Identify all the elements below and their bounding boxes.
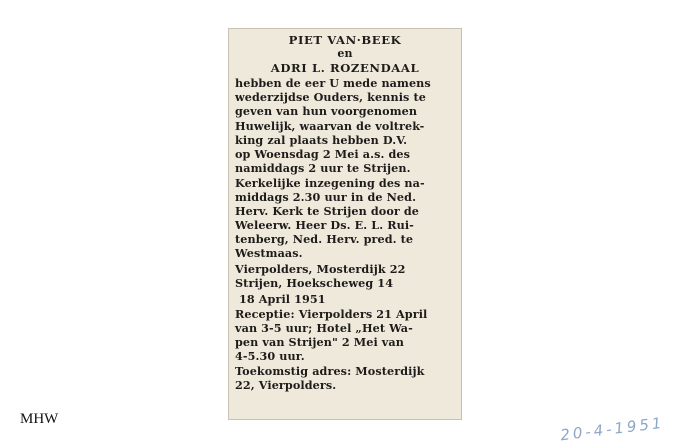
announcement-line: Huwelijk, waarvan de voltrek- (235, 118, 425, 133)
groom-name: PIET VAN·BEEK (288, 33, 402, 47)
church-line: Kerkelijke inzegening des na- (235, 175, 425, 190)
church-line: Weleerw. Heer Ds. E. L. Rui- (235, 218, 414, 233)
caption-initials: MHW (20, 411, 59, 427)
reception-line: Receptie: Vierpolders 21 April (235, 306, 428, 321)
announcement-line: namiddags 2 uur te Strijen. (235, 160, 411, 175)
church-line: tenberg, Ned. Herv. pred. te (235, 232, 414, 247)
announcement-line: op Woensdag 2 Mei a.s. des (235, 146, 411, 161)
future-address-paragraph (235, 364, 455, 392)
church-line: Westmaas. (235, 246, 303, 261)
handwritten-date: 20-4-1951 (559, 413, 666, 445)
reception-line: van 3-5 uur; Hotel „Het Wa- (235, 320, 413, 335)
church-line: middags 2.30 uur in de Ned. (235, 190, 417, 205)
addresses (235, 262, 455, 290)
reception-line: pen van Strijen" 2 Mei van (235, 334, 404, 349)
reception-line: 4-5.30 uur. (235, 349, 305, 364)
announcement-date: 18 April 1951 (239, 291, 326, 306)
church-line: Herv. Kerk te Strijen door de (235, 204, 420, 219)
church-ceremony-paragraph (235, 176, 455, 261)
announcement-line: king zal plaats hebben D.V. (235, 132, 408, 147)
address-vierpolders: Vierpolders, Mosterdijk 22 (235, 261, 406, 276)
newspaper-clipping (228, 28, 462, 420)
announcement-line: hebben de eer U mede namens (235, 76, 431, 91)
conjunction: en (337, 47, 353, 61)
announcement-line: wederzijdse Ouders, kennis te (235, 90, 426, 105)
address-strijen: Strijen, Hoekscheweg 14 (235, 275, 394, 290)
announcement-line: geven van hun voorgenomen (235, 104, 418, 119)
bride-name: ADRI L. ROZENDAAL (270, 61, 420, 76)
announcement-paragraph (235, 76, 455, 175)
reception-paragraph (235, 307, 455, 363)
future-address-line: Toekomstig adres: Mosterdijk (235, 364, 425, 379)
future-address-line: 22, Vierpolders. (235, 378, 337, 393)
